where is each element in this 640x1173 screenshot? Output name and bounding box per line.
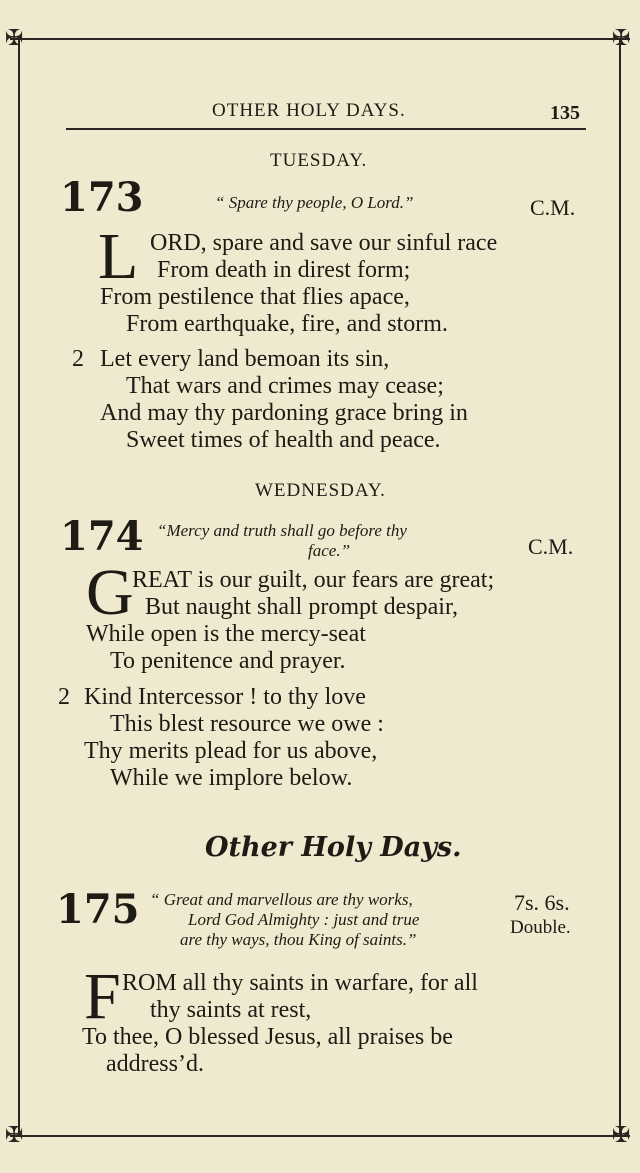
stanza-number: 2 <box>72 346 84 372</box>
drop-capital: L <box>98 220 139 293</box>
right-border <box>619 38 621 1137</box>
page-number: 135 <box>550 102 580 124</box>
drop-capital: F <box>84 960 121 1033</box>
hymn-meter: C.M. <box>528 534 574 559</box>
verse-line: ROM all thy saints in warfare, for all <box>122 970 478 996</box>
verse-line: That wars and crimes may cease; <box>126 373 444 399</box>
verse-line: To thee, O blessed Jesus, all praises be <box>82 1024 453 1050</box>
hymn-epigraph: are thy ways, thou King of saints.” <box>180 930 417 949</box>
hymn-number: 175 <box>56 886 140 933</box>
day-heading: WEDNESDAY. <box>255 480 386 501</box>
verse-line: thy saints at rest, <box>150 997 312 1023</box>
hymn-epigraph: face.” <box>308 541 351 560</box>
left-border <box>18 38 20 1137</box>
drop-capital: G <box>86 556 134 629</box>
hymn-epigraph: “Mercy and truth shall go before thy <box>157 521 407 540</box>
header-rule <box>66 128 586 130</box>
verse-line: While open is the mercy-seat <box>86 621 366 647</box>
verse-line: From earthquake, fire, and storm. <box>126 311 448 337</box>
verse-line: Kind Intercessor ! to thy love <box>84 684 366 710</box>
corner-cross-icon: ✠ <box>612 1123 631 1148</box>
verse-line: REAT is our guilt, our fears are great; <box>132 567 495 593</box>
verse-line: This blest resource we owe : <box>110 711 384 737</box>
verse-line: But naught shall prompt despair, <box>145 594 458 620</box>
verse-line: From death in direst form; <box>157 257 411 283</box>
hymn-epigraph: “ Great and marvellous are thy works, <box>150 890 413 909</box>
corner-cross-icon: ✠ <box>612 26 631 51</box>
hymn-number: 174 <box>60 513 144 560</box>
hymn-epigraph: “ Spare thy people, O Lord.” <box>215 193 414 212</box>
verse-line: Thy merits plead for us above, <box>84 738 378 764</box>
hymn-meter: C.M. <box>530 195 576 220</box>
hymn-number: 173 <box>60 174 144 221</box>
verse-line: To penitence and prayer. <box>110 648 346 674</box>
verse-line: ORD, spare and save our sinful race <box>150 230 498 256</box>
hymn-meter: Double. <box>510 917 571 938</box>
verse-line: While we implore below. <box>110 765 353 791</box>
verse-line: From pestilence that flies apace, <box>100 284 410 310</box>
day-heading: TUESDAY. <box>270 150 368 171</box>
corner-cross-icon: ✠ <box>5 1123 24 1148</box>
verse-line: Sweet times of health and peace. <box>126 427 441 453</box>
verse-line: address’d. <box>106 1051 204 1077</box>
section-heading: Other Holy Days. <box>205 832 462 863</box>
running-title: OTHER HOLY DAYS. <box>212 100 406 121</box>
stanza-number: 2 <box>58 684 70 710</box>
top-border <box>10 38 630 40</box>
corner-cross-icon: ✠ <box>5 26 24 51</box>
hymn-meter: 7s. 6s. <box>514 890 570 915</box>
hymn-epigraph: Lord God Almighty : just and true <box>188 910 420 929</box>
verse-line: And may thy pardoning grace bring in <box>100 400 468 426</box>
verse-line: Let every land bemoan its sin, <box>100 346 390 372</box>
bottom-border <box>10 1135 630 1137</box>
